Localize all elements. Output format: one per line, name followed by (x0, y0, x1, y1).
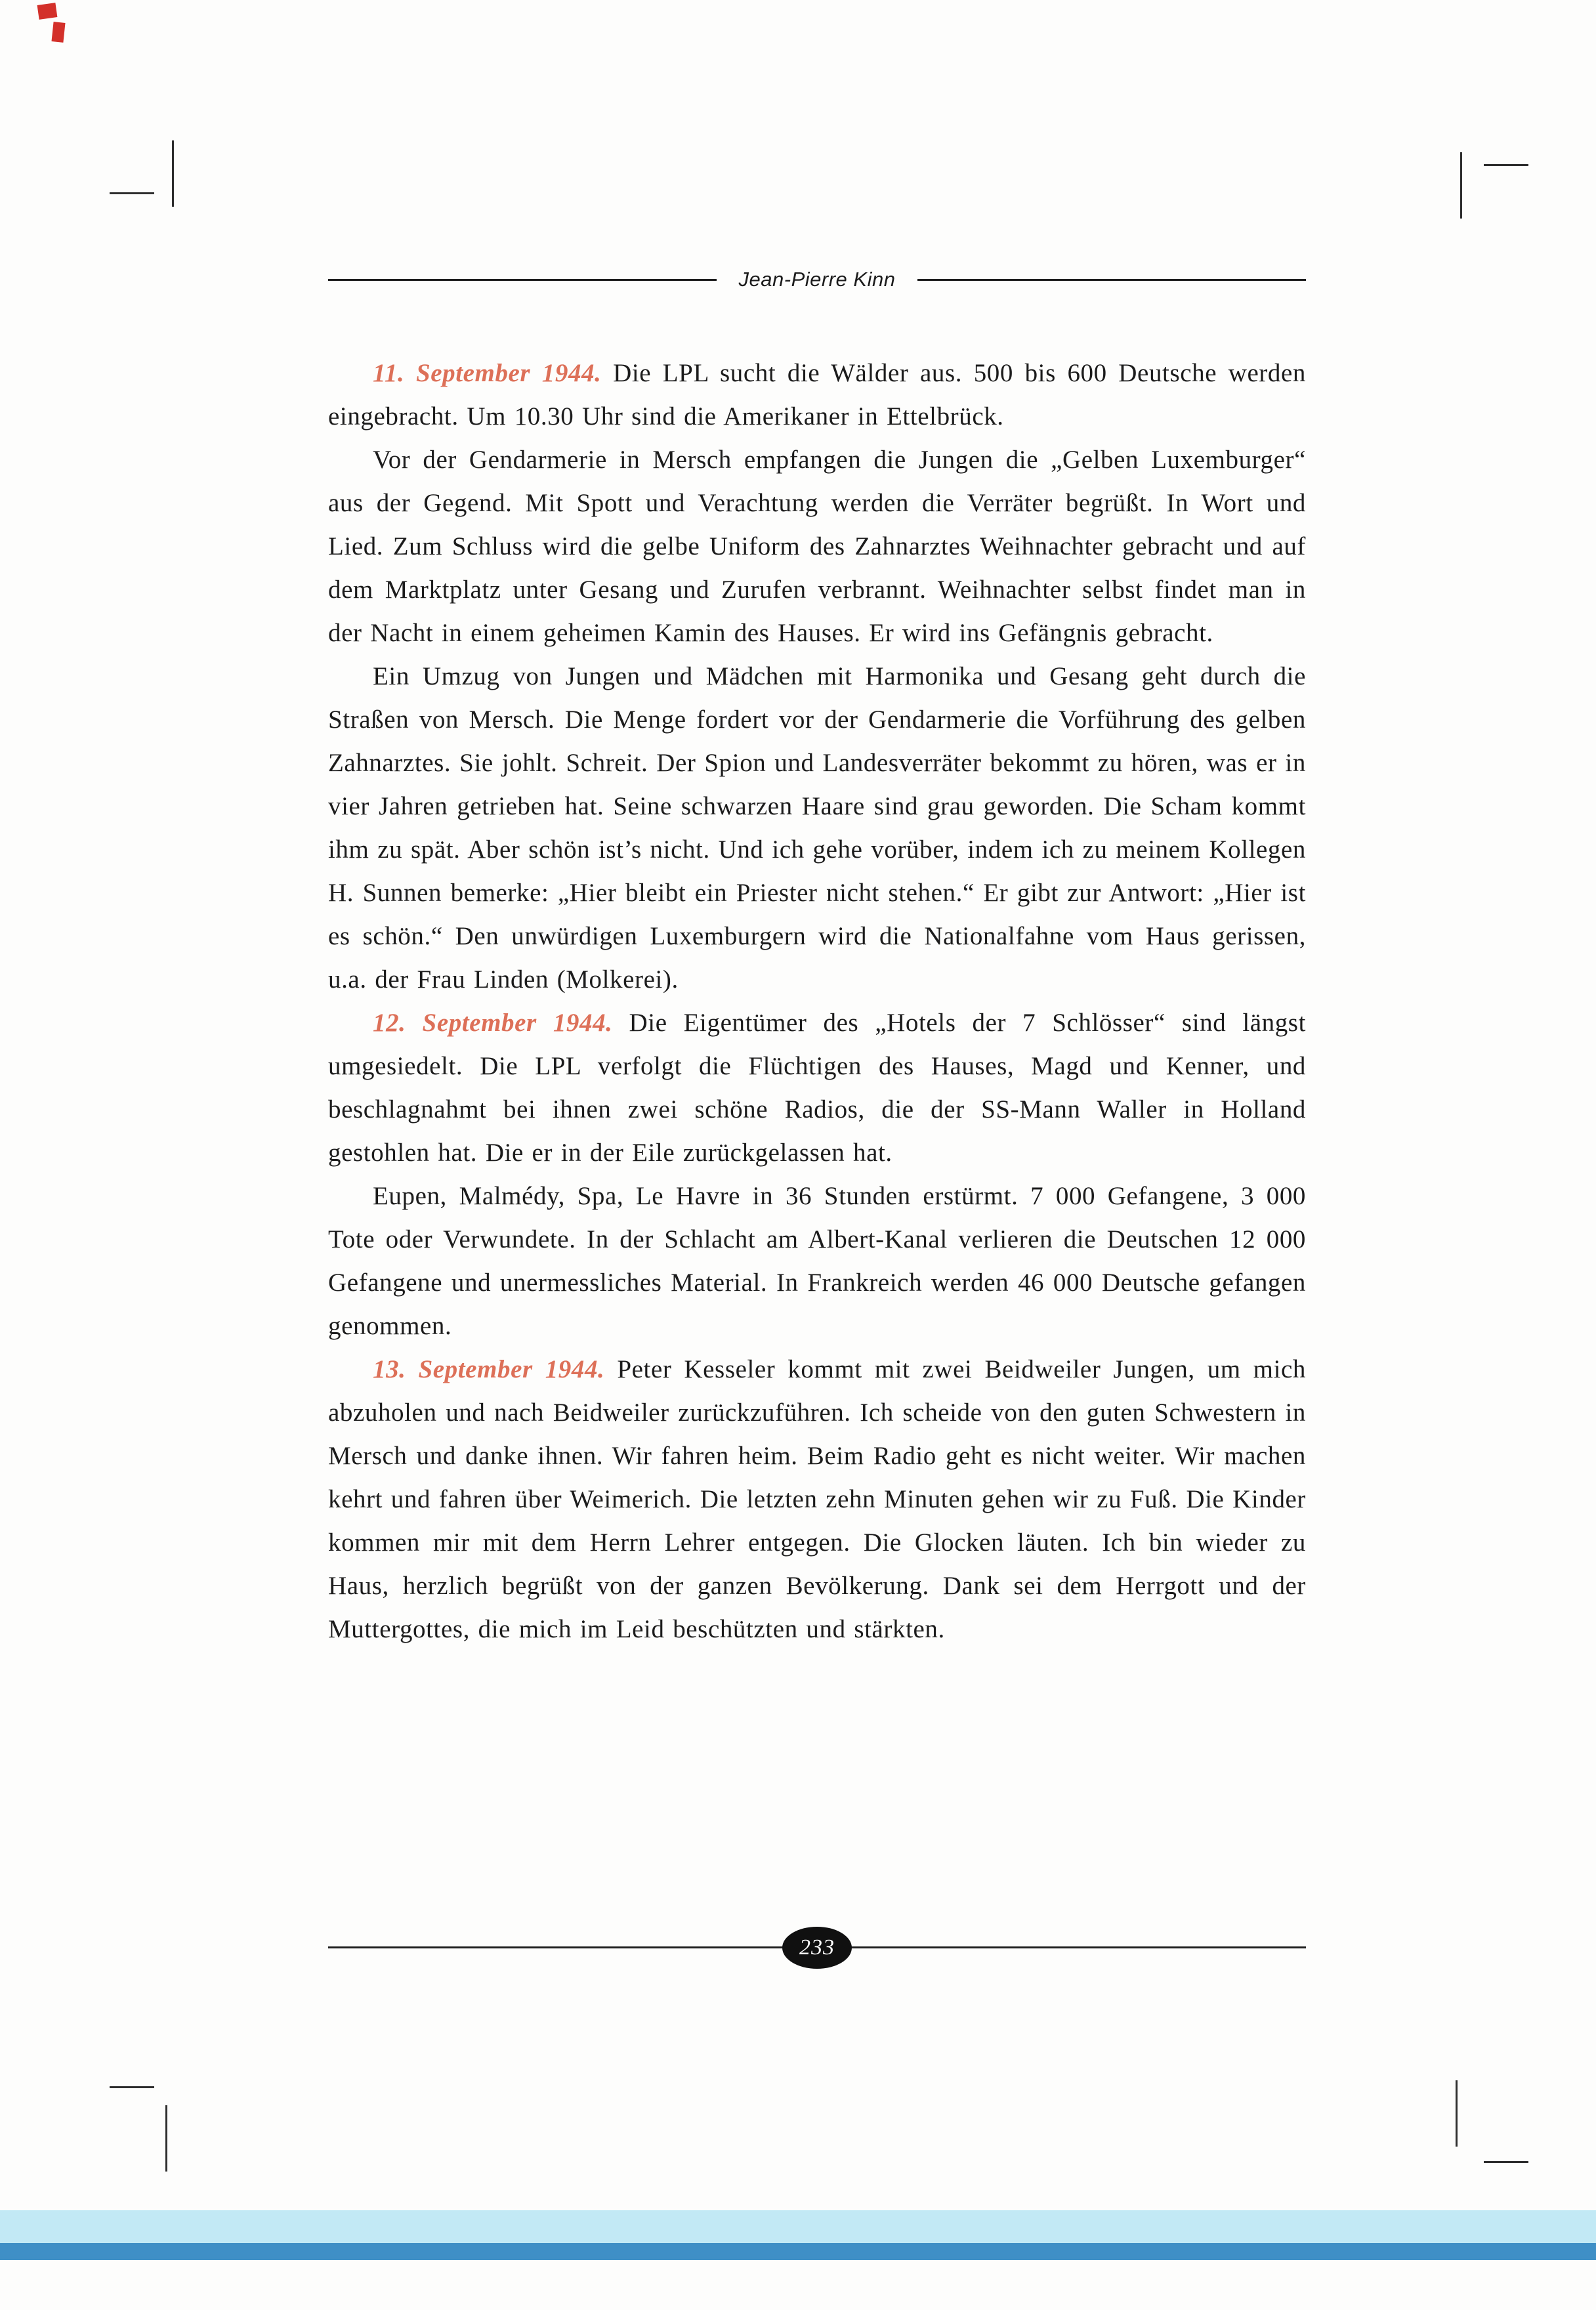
page-number-badge (782, 1927, 852, 1969)
print-band-cyan (0, 2210, 1596, 2243)
crop-mark-bottom-left-vertical (165, 2105, 167, 2172)
crop-mark-top-right-vertical (1460, 152, 1462, 219)
header-rule-left (328, 279, 717, 281)
registration-mark-icon (37, 3, 58, 20)
crop-mark-bottom-right-horizontal (1484, 2161, 1528, 2163)
page-number: 233 (799, 1935, 835, 1960)
page-body-text (328, 352, 1306, 1651)
entry-text: Die LPL sucht die Wälder aus. 500 bis 600 Deutsche werden eingebracht. Um 10.30 Uhr sind die Amerikaner in Ettelbrück. (328, 359, 1306, 430)
crop-mark-top-right-horizontal (1484, 164, 1528, 166)
crop-mark-top-left-horizontal (110, 192, 154, 194)
print-band-blue (0, 2243, 1596, 2260)
crop-mark-bottom-right-vertical (1456, 2080, 1458, 2147)
diary-paragraph (328, 438, 1306, 655)
header-rule-right (917, 279, 1306, 281)
entry-text: Eupen, Malmédy, Spa, Le Havre in 36 Stunden erstürmt. 7 000 Gefangene, 3 000 Tote oder Verwundete. In der Schlacht am Albert-Kanal verlieren die Deutschen 12 000 Gefangene und unermessliches Material. In Frankreich werden 46 000 Deutsche gefangen genommen. (328, 1182, 1306, 1340)
diary-paragraph (328, 1348, 1306, 1651)
running-header (328, 268, 1306, 291)
registration-mark-icon (51, 22, 65, 43)
page-footer (328, 1927, 1306, 1970)
author-name: Jean-Pierre Kinn (738, 268, 896, 291)
entry-text: Peter Kesseler kommt mit zwei Beidweiler Jungen, um mich abzuholen und nach Beidweiler zurückzuführen. Ich scheide von den guten Schwestern in Mersch und danke ihnen. Wir fahren heim. Beim Radio geht es nicht weiter. Wir machen kehrt und fahren über Weimerich. Die letzten zehn Minuten gehen wir zu Fuß. Die Kinder kommen mir mit dem Herrn Lehrer entgegen. Die Glocken läuten. Ich bin wieder zu Haus, herzlich begrüßt von der ganzen Bevölkerung. Dank sei dem Herrgott und der Muttergottes, die mich im Leid beschützten und stärkten. (328, 1355, 1307, 1643)
entry-text: Die Eigentümer des „Hotels der 7 Schlösser“ sind längst umgesiedelt. Die LPL verfolgt die Flüchtigen des Hauses, Magd und Kenner, und beschlagnahmt bei ihnen zwei schöne Radios, die der SS-Mann Waller in Holland gestohlen hat. Die er in der Eile zurückgelassen hat. (328, 1009, 1306, 1167)
entry-date: 13. September 1944. (373, 1355, 605, 1383)
entry-date: 11. September 1944. (373, 359, 602, 387)
diary-paragraph (328, 352, 1306, 438)
crop-mark-top-left-vertical (172, 140, 174, 207)
diary-paragraph (328, 1001, 1306, 1175)
diary-paragraph (328, 1175, 1306, 1348)
crop-mark-bottom-left-horizontal (110, 2086, 154, 2088)
diary-paragraph (328, 655, 1306, 1001)
entry-date: 12. September 1944. (373, 1009, 613, 1037)
entry-text: Vor der Gendarmerie in Mersch empfangen die Jungen die „Gelben Luxemburger“ aus der Gegend. Mit Spott und Verachtung werden die Verräter begrüßt. In Wort und Lied. Zum Schluss wird die gelbe Uniform des Zahnarztes Weihnachter gebracht und auf dem Marktplatz unter Gesang und Zurufen verbrannt. Weihnachter selbst findet man in der Nacht in einem geheimen Kamin des Hauses. Er wird ins Gefängnis gebracht. (328, 446, 1306, 647)
entry-text: Ein Umzug von Jungen und Mädchen mit Harmonika und Gesang geht durch die Straßen von Mersch. Die Menge fordert vor der Gendarmerie die Vorführung des gelben Zahnarztes. Sie johlt. Schreit. Der Spion und Landesverräter bekommt zu hören, was er in vier Jahren getrieben hat. Seine schwarzen Haare sind grau geworden. Die Scham kommt ihm zu spät. Aber schön ist’s nicht. Und ich gehe vorüber, indem ich zu meinem Kollegen H. Sunnen bemerke: „Hier bleibt ein Priester nicht stehen.“ Er gibt zur Antwort: „Hier ist es schön.“ Den unwürdigen Luxemburgern wird die Nationalfahne vom Haus gerissen, u.a. der Frau Linden (Molkerei). (328, 662, 1306, 994)
